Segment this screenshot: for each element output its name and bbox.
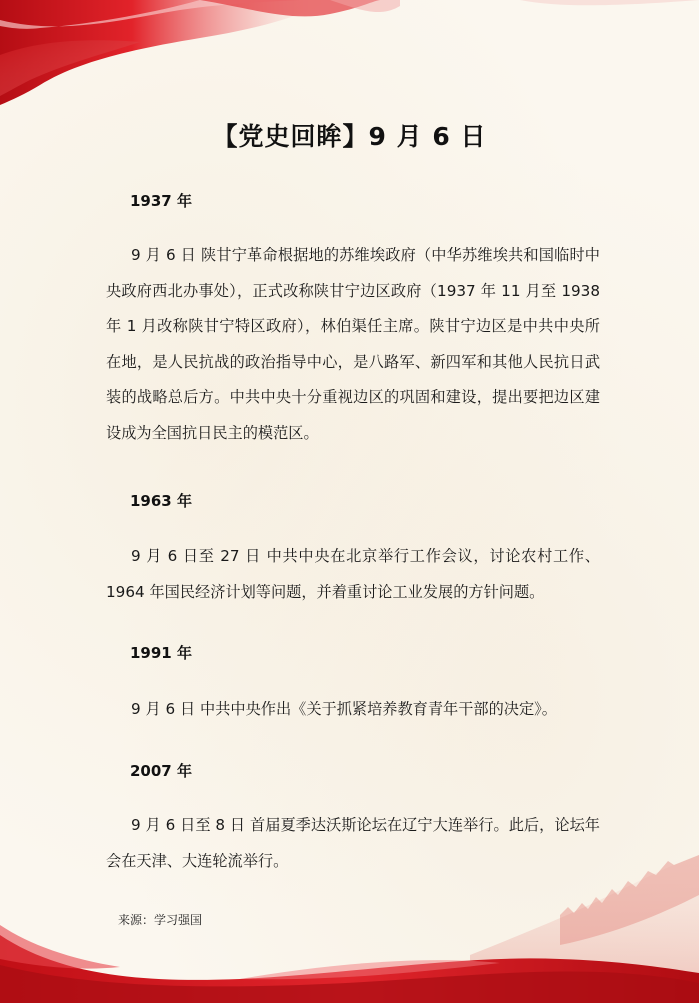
- red-ribbon-top-decoration: [0, 0, 699, 110]
- entry-year: 2007 年: [130, 762, 192, 780]
- entry-year: 1963 年: [130, 492, 192, 510]
- entry-text: 9 月 6 日 陕甘宁革命根据地的苏维埃政府（中华苏维埃共和国临时中央政府西北办事处），正式改称陕甘宁边区政府（1937 年 11 月至 1938 年 1 月改称陕甘宁特区政府），林伯渠任主席。陕甘宁边区是中共中央所在地，是人民抗战的政治指导中心，是八路军、新四军和其他人民抗日武装的战略总后方。中共中央十分重视边区的巩固和建设，提出要把边区建设成为全国抗日民主的模范区。: [106, 246, 600, 442]
- entry-year: 1937 年: [130, 192, 192, 210]
- entry-text: 9 月 6 日至 27 日 中共中央在北京举行工作会议，讨论农村工作、1964 年国民经济计划等问题，并着重讨论工业发展的方针问题。: [106, 547, 600, 601]
- entry-text: 9 月 6 日 中共中央作出《关于抓紧培养教育青年干部的决定》。: [131, 700, 557, 718]
- source-attribution: 来源：学习强国: [118, 913, 203, 927]
- document-title: 【党史回眸】9 月 6 日: [212, 122, 487, 151]
- entry-text: 9 月 6 日至 8 日 首届夏季达沃斯论坛在辽宁大连举行。此后，论坛年会在天津、大连轮流举行。: [106, 816, 600, 870]
- entry-year: 1991 年: [130, 644, 192, 662]
